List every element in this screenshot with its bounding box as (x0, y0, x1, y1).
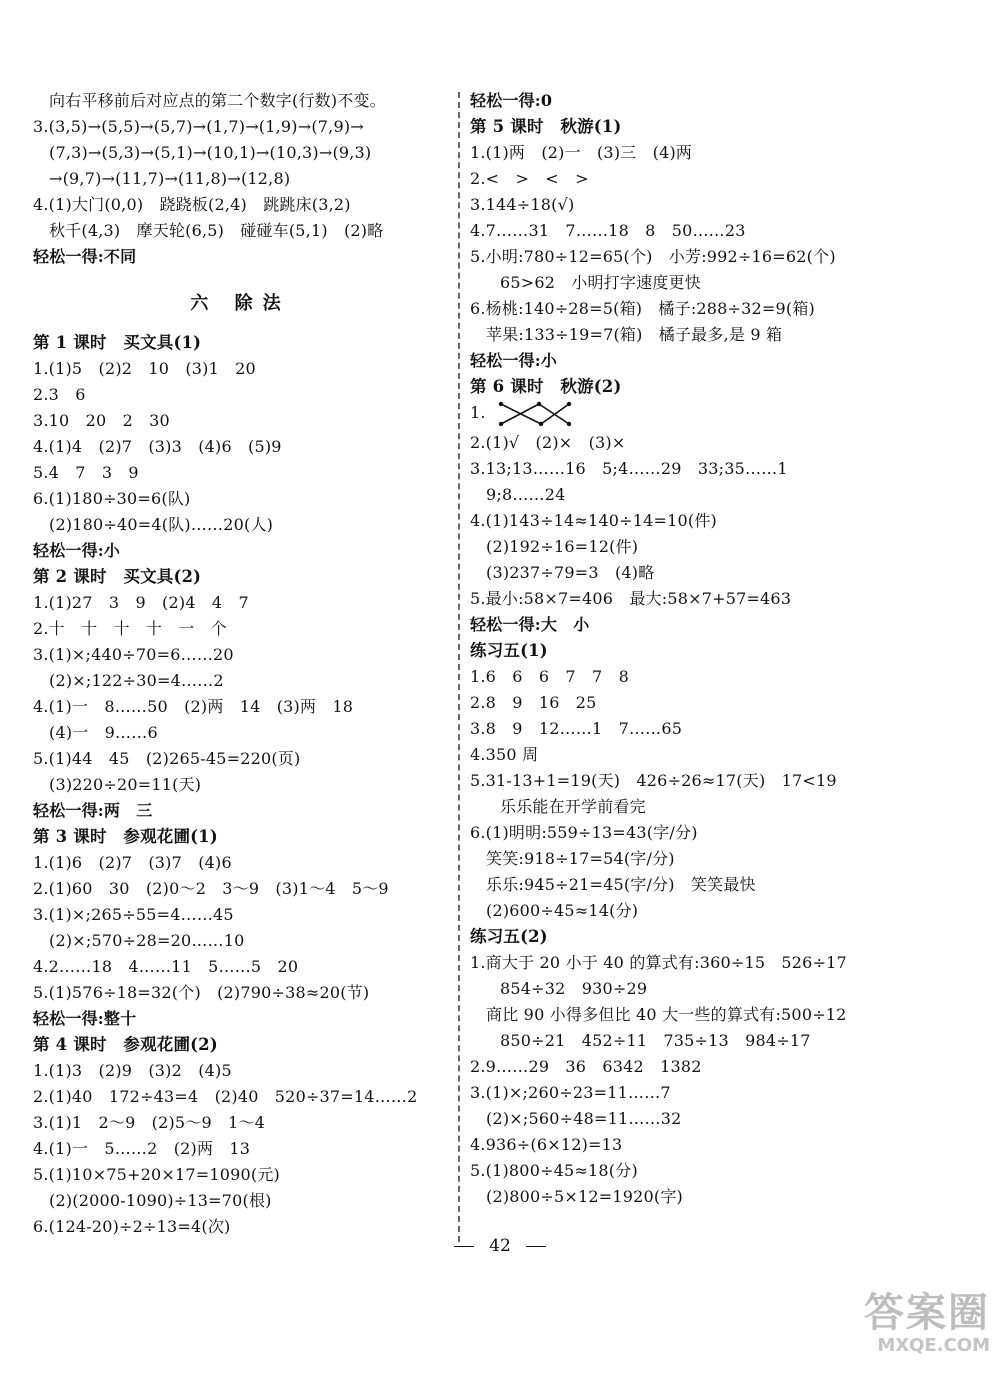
answer-line: 秋千(4,3) 摩天轮(6,5) 碰碰车(5,1) (2)略 (49, 221, 384, 240)
page-number: 42 (489, 1236, 511, 1256)
answer-line: 1.(1)27 3 9 (2)4 4 7 (33, 593, 249, 612)
footer-dash-left (454, 1246, 474, 1247)
answer-line: 5.(1)800÷45≈18(分) (470, 1161, 638, 1180)
answer-line: 854÷32 930÷29 (500, 979, 648, 998)
easy-answer-line: 轻松一得:整十 (33, 1009, 137, 1028)
easy-answer-line: 轻松一得:小 (470, 351, 558, 370)
answer-line: 6.(1)180÷30=6(队) (33, 489, 191, 508)
answer-line: 5.4 7 3 9 (33, 463, 139, 482)
answer-line: 5.(1)44 45 (2)265-45=220(页) (33, 749, 301, 768)
answer-line: (3)237÷79=3 (4)略 (486, 563, 655, 582)
matching-label: 1. (470, 403, 486, 422)
answer-line: 5.最小:58×7=406 最大:58×7+57=463 (470, 589, 792, 608)
answer-line: (2)192÷16=12(件) (486, 537, 639, 556)
left-pre-section (33, 114, 448, 270)
answer-line: 1.(1)3 (2)9 (3)2 (4)5 (33, 1061, 232, 1080)
answer-line: 850÷21 452÷11 735÷13 984÷17 (500, 1031, 811, 1050)
answer-line: (2)×;560÷48=11……32 (486, 1109, 682, 1128)
answer-line: 2.8 9 16 25 (470, 693, 597, 712)
answer-line: 1.(1)两 (2)一 (3)三 (4)两 (470, 143, 693, 162)
answer-line: (2)×;570÷28=20……10 (49, 931, 245, 950)
answer-line: 5.31-13+1=19(天) 426÷26≈17(天) 17<19 (470, 771, 837, 790)
answer-line: →(9,7)→(11,7)→(11,8)→(12,8) (49, 169, 291, 188)
answer-line: 5.(1)576÷18=32(个) (2)790÷38≈20(节) (33, 983, 370, 1002)
answer-line: 4.(1)一 5……2 (2)两 13 (33, 1139, 251, 1158)
answer-line: 3.(1)1 2～9 (2)5～9 1～4 (33, 1113, 266, 1132)
chapter-title: 六 除法 (190, 293, 291, 314)
answer-line: (2)180÷40=4(队)……20(人) (49, 515, 274, 534)
answer-line: 4.936÷(6×12)=13 (470, 1135, 623, 1154)
lesson-heading: 第 5 课时 秋游(1) (470, 117, 622, 136)
answer-line: 3.10 20 2 30 (33, 411, 170, 430)
answer-line: 乐乐能在开学前看完 (500, 797, 646, 816)
answer-line: (7,3)→(5,3)→(5,1)→(10,1)→(10,3)→(9,3) (49, 143, 372, 162)
right-post-section (470, 430, 890, 1210)
answer-line: (2)800÷5×12=1920(字) (486, 1187, 683, 1206)
answer-line: 3.(1)×;440÷70=6……20 (33, 645, 234, 664)
answer-line: 2.9……29 36 6342 1382 (470, 1057, 702, 1076)
answer-line: 6.(124-20)÷2÷13=4(次) (33, 1217, 231, 1236)
answer-line: (2)600÷45≈14(分) (486, 901, 639, 920)
answer-line: 4.(1)143÷14≈140÷14=10(件) (470, 511, 717, 530)
answer-line: 3.(1)×;260÷23=11……7 (470, 1083, 671, 1102)
answer-line: 4.350 周 (470, 745, 539, 764)
answer-line: 4.(1)4 (2)7 (3)3 (4)6 (5)9 (33, 437, 282, 456)
answer-line: 1.商大于 20 小于 40 的算式有:360÷15 526÷17 (470, 953, 847, 972)
lesson-heading: 第 3 课时 参观花圃(1) (33, 827, 218, 846)
answer-line: 4.7……31 7……18 8 50……23 (470, 221, 746, 240)
easy-answer-line: 轻松一得:大 小 (470, 615, 590, 634)
easy-answer-line: 轻松一得:小 (33, 541, 121, 560)
lesson-heading: 第 6 课时 秋游(2) (470, 377, 622, 396)
page-footer (0, 1236, 1000, 1256)
right-column (470, 88, 890, 1210)
answer-line: 3.144÷18(√) (470, 195, 575, 214)
answer-line: (3)220÷20=11(天) (49, 775, 202, 794)
left-column (33, 88, 448, 1240)
easy-answer-line: 轻松一得:0 (470, 91, 553, 110)
answer-line: 3.13;13……16 5;4……29 33;35……1 (470, 459, 788, 478)
answer-line: (4)一 9……6 (49, 723, 158, 742)
answer-line: 3.(3,5)→(5,5)→(5,7)→(1,7)→(1,9)→(7,9)→ (33, 117, 364, 136)
left-intro (33, 88, 448, 114)
lesson-heading: 练习五(1) (470, 641, 548, 660)
answer-line: 4.2……18 4……11 5……5 20 (33, 957, 299, 976)
watermark-url: MXQE.COM (877, 1335, 990, 1356)
footer-dash-right (526, 1246, 546, 1247)
watermark-title: 答案圈 (864, 1290, 990, 1336)
right-pre-section (470, 88, 890, 400)
answer-line: 2.(1)40 172÷43=4 (2)40 520÷37=14……2 (33, 1087, 418, 1106)
answer-line: 5.(1)10×75+20×17=1090(元) (33, 1165, 280, 1184)
answer-line: 9;8……24 (486, 485, 566, 504)
answer-line: 3.8 9 12……1 7……65 (470, 719, 683, 738)
answer-line: 2.3 6 (33, 385, 86, 404)
answer-line: 65>62 小明打字速度更快 (500, 273, 701, 292)
matching-diagram-line (470, 400, 890, 430)
answer-line: 2.(1)60 30 (2)0～2 3～9 (3)1～4 5～9 (33, 879, 389, 898)
watermark-logo (840, 1291, 990, 1371)
answer-line: 1.(1)6 (2)7 (3)7 (4)6 (33, 853, 232, 872)
answer-line: 2.< > < > (470, 169, 589, 188)
answer-line: (2)(2000-1090)÷13=70(根) (49, 1191, 272, 1210)
left-post-section (33, 330, 448, 1240)
answer-line: 1.(1)5 (2)2 10 (3)1 20 (33, 359, 256, 378)
matching-lines-icon (495, 401, 575, 427)
answer-line: 4.(1)一 8……50 (2)两 14 (3)两 18 (33, 697, 354, 716)
answer-line: 2.十 十 十 十 一 个 (33, 619, 227, 638)
answer-line: 笑笑:918÷17=54(字/分) (486, 849, 675, 868)
answer-line: 5.小明:780÷12=65(个) 小芳:992÷16=62(个) (470, 247, 836, 266)
lesson-heading: 第 2 课时 买文具(2) (33, 567, 202, 586)
answer-line: 商比 90 小得多但比 40 大一些的算式有:500÷12 (486, 1005, 847, 1024)
answer-line: 向右平移前后对应点的第二个数字(行数)不变。 (49, 91, 386, 110)
column-divider (458, 92, 460, 1242)
lesson-heading: 第 4 课时 参观花圃(2) (33, 1035, 218, 1054)
easy-answer-line: 轻松一得:两 三 (33, 801, 153, 820)
answer-line: (2)×;122÷30=4……2 (49, 671, 224, 690)
answer-line: 乐乐:945÷21=45(字/分) 笑笑最快 (486, 875, 756, 894)
lesson-heading: 练习五(2) (470, 927, 548, 946)
lesson-heading: 第 1 课时 买文具(1) (33, 333, 202, 352)
answer-line: 3.(1)×;265÷55=4……45 (33, 905, 234, 924)
answer-line: 6.杨桃:140÷28=5(箱) 橘子:288÷32=9(箱) (470, 299, 815, 318)
answer-line: 6.(1)明明:559÷13=43(字/分) (470, 823, 698, 842)
answer-line: 2.(1)√ (2)× (3)× (470, 433, 626, 452)
easy-answer-line: 轻松一得:不同 (33, 247, 137, 266)
answer-line: 苹果:133÷19=7(箱) 橘子最多,是 9 箱 (486, 325, 783, 344)
answer-line: 4.(1)大门(0,0) 跷跷板(2,4) 跳跳床(3,2) (33, 195, 351, 214)
answer-line: 1.6 6 6 7 7 8 (470, 667, 629, 686)
